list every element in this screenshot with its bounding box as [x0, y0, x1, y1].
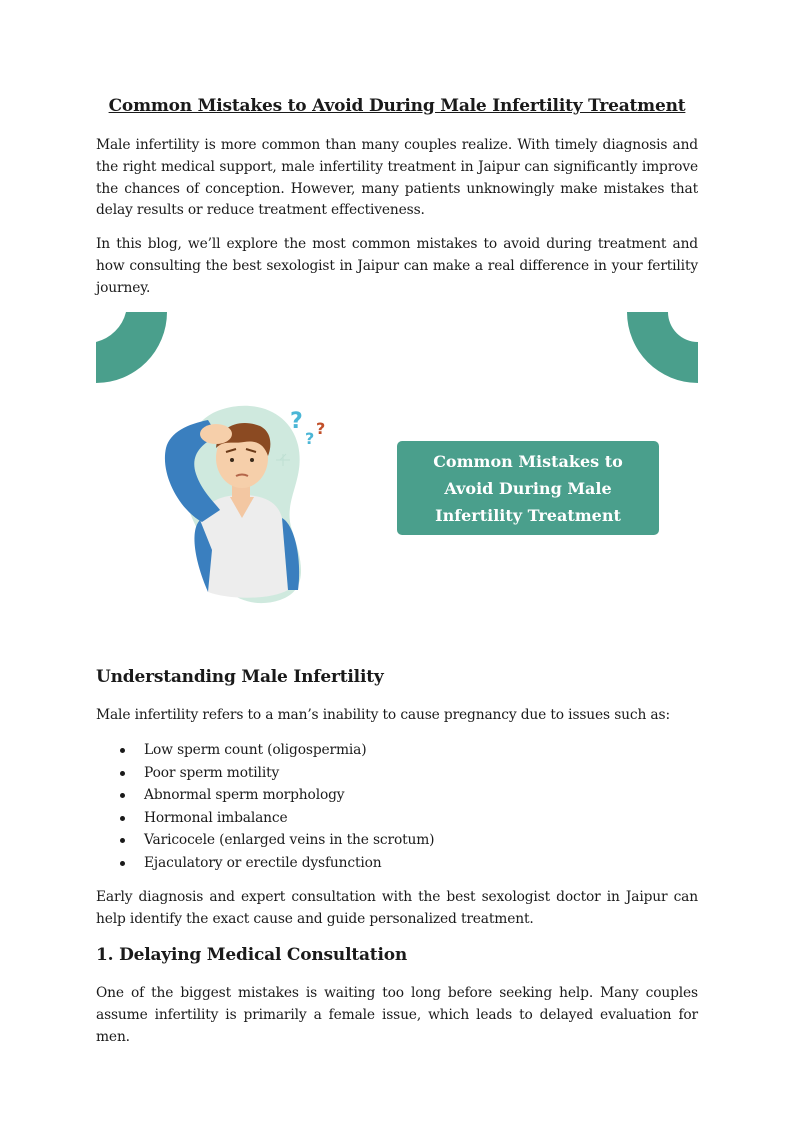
list-item: Poor sperm motility — [96, 762, 434, 785]
banner-image — [96, 312, 698, 617]
list-item: Ejaculatory or erectile dysfunction — [96, 852, 434, 875]
corner-arc-right-icon — [627, 312, 698, 383]
list-item: Low sperm count (oligospermia) — [96, 739, 434, 762]
section1-closing: Early diagnosis and expert consultation with the best sexologist doctor in Jaipur can help identify the exact cause and guide personalized treatment. — [96, 889, 698, 927]
heading-understanding: Understanding Male Infertility — [96, 667, 384, 687]
list-item: Hormonal imbalance — [96, 807, 434, 830]
intro-paragraph-1: Male infertility is more common than many couples realize. With timely diagnosis and the right medical support, male infertility treatment in Jaipur can significantly improve the chances of conception. However, many patients unknowingly make mistakes that delay results or reduce treatment effectiveness. — [96, 137, 698, 219]
question-mark-icon: ? — [290, 409, 303, 434]
question-mark-icon: ? — [305, 429, 315, 448]
section1-lead: Male infertility refers to a man’s inability to cause pregnancy due to issues such as: — [96, 707, 670, 723]
bullet-icon — [120, 793, 125, 798]
corner-arc-left-icon — [96, 312, 167, 383]
heading-delaying: 1. Delaying Medical Consultation — [96, 945, 408, 965]
confused-man-illustration-icon — [160, 400, 330, 605]
bullet-icon — [120, 838, 125, 843]
banner-callout-text: Common Mistakes to Avoid During Male Infertility Treatment — [433, 451, 623, 525]
page-title: Common Mistakes to Avoid During Male Infertility Treatment — [108, 96, 686, 116]
list-item: Varicocele (enlarged veins in the scrotum) — [96, 829, 434, 852]
bullet-icon — [120, 861, 125, 866]
question-mark-icon: ? — [316, 419, 326, 438]
bullet-icon — [120, 771, 125, 776]
bullet-icon — [120, 816, 125, 821]
banner-callout — [397, 441, 659, 535]
causes-list — [96, 739, 434, 875]
bullet-icon — [120, 748, 125, 753]
section2-body: One of the biggest mistakes is waiting too long before seeking help. Many couples assume infertility is primarily a female issue, which leads to delayed evaluation for men. — [96, 985, 698, 1045]
intro-paragraph-2: In this blog, we’ll explore the most common mistakes to avoid during treatment and how consulting the best sexologist in Jaipur can make a real difference in your fertility journey. — [96, 236, 698, 296]
list-item: Abnormal sperm morphology — [96, 784, 434, 807]
